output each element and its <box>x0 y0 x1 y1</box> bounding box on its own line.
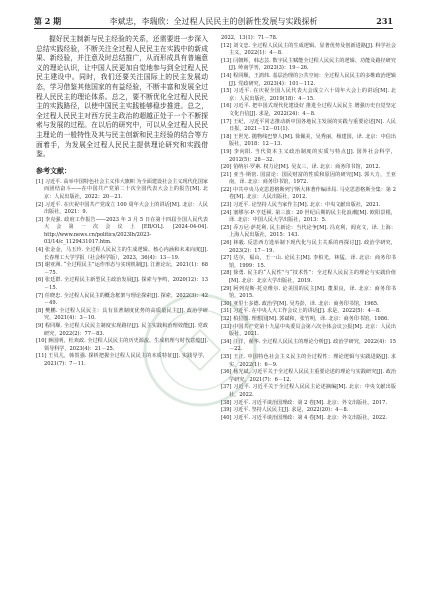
reference-item: [32] 柏拉图. 理想国[M]. 郭斌和，张竹明，译. 北京：商务印书馆，1986. <box>221 315 389 322</box>
reference-item: [37] 习近平. 习近平关于全过程人民民主论述摘编[M]. 北京：中央文献出版社，2022. <box>221 384 396 398</box>
reference-item: [8] 樊鹏. 全过程人民民主：具有显著制度优势的高质量民主[J]. 政治学研究，2021(4)：3－10. <box>36 307 208 322</box>
reference-item: [9] 程同顺. 全过程人民民主制度实现路径[J]. 民主实践和治理效能[J]. 党政研究，2022(2)：77－83. <box>36 323 208 337</box>
reference-item: [1] 习近平. 高举中国特色社会主义伟大旗帜 为全面建设社会主义现代化国家而团结奋斗——在中国共产党第二十次全国代表大会上的报告[M]. 北京：人民出版社，2022：20－21. <box>36 178 208 200</box>
reference-item: [5] 谢亚洲. “全过程民主”运作形态与实现机制[J]. 江淮论坛，2021(1)：68－75. <box>36 262 208 276</box>
running-header <box>34 14 393 29</box>
reference-item: [33] 中国共产党第十九届中央委员会第六次全体会议公报[M]. 北京：人民出版社，2021. <box>221 323 396 338</box>
reference-item: [36] 杨光斌. 习近平关于全过程人民民主重要论述的理论与实践研究[J]. 政治学研究，2021(7)：6－12. <box>221 369 396 383</box>
reference-item: [15] 习近平. 在庆祝全国人民代表大会成立六十周年大会上的讲话[M]. 北京：人民出版社，2019(18)：4－15. <box>221 88 396 102</box>
reference-item: [20] 伯纳尔·罗素. 权力论[M]. 吴友三，译. 北京：商务印书馆，2012. <box>221 164 381 171</box>
reference-item: [27] 达尔，福山，王一山. 论民主[M]. 李柏光，林猛，译. 北京：商务印书馆，1999：15. <box>221 255 396 269</box>
reference-item: [6] 张廷群. 全过程民主新型民主政治发展[J]. 探索与争鸣，2020(12)：13－15. <box>36 277 208 292</box>
reference-item: [2] 习近平. 在庆祝中国共产党成立 100 周年大会上的讲话[M]. 北京：人民出版社，2021：9. <box>36 201 208 216</box>
reference-item: [26] 林毅. 反思西方选举制下现代化与民主关系的再探讨[J]. 政治学研究，2023(2)：17－19. <box>221 240 396 254</box>
body-paragraph: 握好民主制新与民主经验的关系，还需要进一步深入总结实践经验，不断关注全过程人民民主在实践中的新成果、新经验，并注意及时总结推广，从而形成具有普遍意义的理论认识，让中国人民更加自觉地参与到全过程人民民主建设中。同时，我们还要关注国际上的民主发展动态，学习借鉴其他国家的有益经验，不断丰富和发展全过程人民民主的理论体系。总之，要不断优化全过程人民民主的实践路径，以使中国民主实践能够稳步推进。总之，全过程人民民主对西方民主政治的超越正处于一个不断探索与发展的过程。在以后的研究中，可以从全过程人民民主理论的一般特性及其与民主创新和民主经验的结合等方面着手，为发展全过程人民民主提供理论研究和实践借鉴。 <box>36 35 208 159</box>
reference-item: [17] 王纪，习近平同志推动新中国各地民主发展的实践与重要论述[N]. 人民日报，2021－12－01(1). <box>221 118 396 133</box>
reference-item: [24] 塞缪尔·P·亨廷顿. 第三波：20 世纪后期的民主化浪潮[M]. 欧阳景根，译. 北京：中国人民大学出版社，2013：5. <box>221 209 396 224</box>
reference-item: 2022，13(1)：71－78. <box>221 35 278 41</box>
reference-item: [30] 亚里士多德. 政治学[M]. 吴寿彭，译. 北京：商务印书馆，1965. <box>221 300 379 307</box>
references-heading: 参考文献： <box>36 165 71 175</box>
page-number: 231 <box>376 16 393 26</box>
reference-item: [10] 蒋国明，杜欢政. 全过程人民民主的历史源流、生成机理与时代意蕴[J]. 领导科学，2023(4)：21－25. <box>36 338 208 352</box>
reference-item: [25] 乔万尼·萨托利. 民主新论：当代论争[M]. 冯克利，阎克文，译. 上海：上海人民出版社，2015：143. <box>221 224 396 239</box>
reference-item: [16] 习近平. 把中国式现代化建设好 推进全过程人民民主 增强历史自觉坚定文化自信[J]. 求是，2022(24)：4－8. <box>221 103 396 117</box>
reference-item: [39] 习近平. 坚持人民民主[J]. 求是，2022(20)：4－8. <box>221 407 349 414</box>
reference-item: [3] 李克强. 政府工作报告——2023 年 3 月 5 日在第十四届全国人民代表大会第一次会议上[EB/OL]. [2024-04-04]. http://www.news.cn/politics/2023lh/2023-03/14/c_1129431017.htm. <box>36 216 208 246</box>
reference-item: [28] 徐勇. 民主的“人民性”与“技术性”：全过程人民民主的理论与实践价值[M]. 北京：北京大学出版社，2019. <box>221 270 396 284</box>
reference-item: [12] 刘文忠. 全过程人民民主的生成逻辑、显著优势及创新进路[J]. 科学社会主义，2022(1)：4－8. <box>221 42 396 57</box>
reference-item: [22] 中共中央马克思恩格斯列宁斯大林著作编译局. 马克思恩格斯全集：第 2 卷[M]. 北京：人民出版社，2012. <box>221 186 396 201</box>
reference-item: [4] 张金金，马玉玲. 全过程人民民主的生成逻辑、核心内涵和未来向度[J]. 长春理工大学学报（社会科学版），2023，36(4)：13－19. <box>36 247 208 261</box>
reference-item: [31] 习近平. 在中央人大工作会议上的讲话[J]. 求是，2022(5)：4－8. <box>221 308 381 315</box>
reference-item: [34] 汪洋，翟华. 全过程人民民主的理论分析[J]. 政治学研究，2022(4)：15－22. <box>221 338 396 353</box>
reference-item: [13] 闫朝辉，韩志芸. 数字民主赋能全过程人民民主的逻辑、功能及路径研究[J]. 岭南学刊，2023(3)：19－26. <box>221 57 396 72</box>
reference-item: [35] 王正. 中国特色社会主义民主的全过程性：理论逻辑与实践进路[J]. 求实，2022(1)：6－9. <box>221 353 396 368</box>
reference-item: [14] 程同顺，王鸿炜. 基层治理的公共空间：全过程人民民主的多维政治逻辑[J]. 党政研究，2023(4)：101－112. <box>221 72 396 87</box>
article-header-title: 李斌忠，李瑞欣：全过程人民民主的创新性发展与实践探析 <box>109 17 318 26</box>
reference-item: [29] 阿列克斯·托克维尔. 论美国的民主[M]. 董果良，译. 北京：商务印书馆，2015. <box>221 285 396 300</box>
reference-item: [40] 习近平. 习近平谈治国理政：第 4 卷[M]. 北京：外文出版社，2022. <box>221 414 387 421</box>
reference-item: [18] 王世光. 抛物线巴黎人[M]. 徐佩美，吴秀丽，杨建国，译. 北京：中信出版社，2018：12－13. <box>221 133 396 148</box>
reference-item: [21] 亚当·斯密. 国富论：国民财富的性质和原因的研究[M]. 郭大力，王亚南，译. 北京：商务印书馆，1972. <box>221 171 396 186</box>
reference-item: [23] 习近平. 论坚持人民当家作主[M]. 北京：中央文献出版社，2021. <box>221 202 381 209</box>
reference-item: [11] 王贝儿，韩贺强. 探析把握全过程人民民主的本质特征[J]. 实践导学，2021(7)：7－11. <box>36 353 208 367</box>
issue-number: 第 2 期 <box>34 16 62 26</box>
reference-item: [7] 任晓忠. 全过程人民民主的概念框架与理论探索[J]. 探索，2022(3)：42－49. <box>36 292 208 307</box>
reference-item: [19] 李向阳. 当代资本主义政治制度的实质与特点[J]. 国外社会科学，2012(5)：28－32. <box>221 148 396 163</box>
watermark-seal-icon <box>140 290 260 410</box>
reference-item: [38] 习近平. 习近平谈治国理政：第 2 卷[M]. 北京：外文出版社，2017. <box>221 399 387 406</box>
